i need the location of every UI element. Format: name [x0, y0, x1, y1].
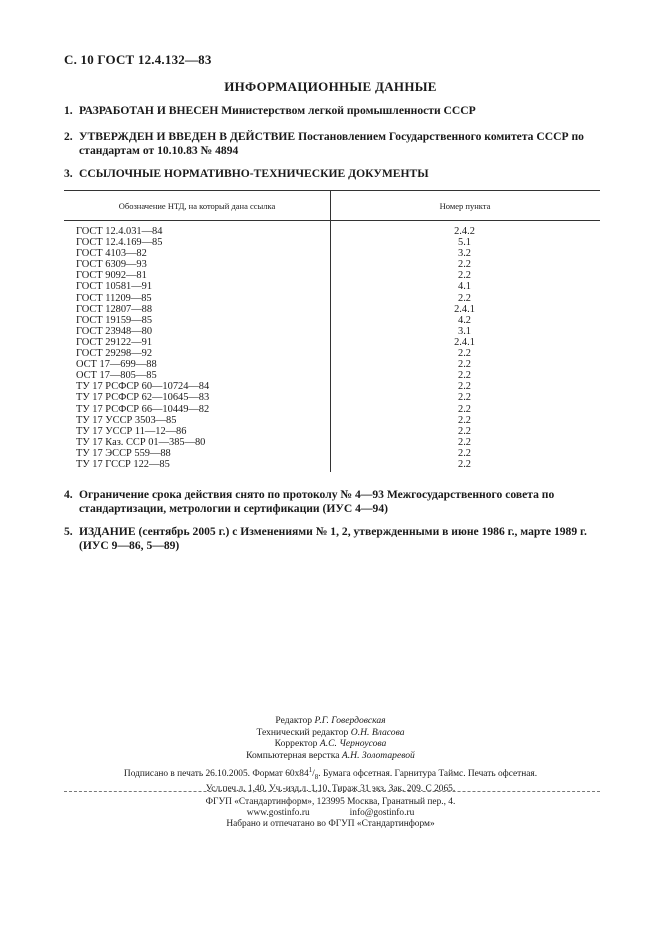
credit-role: Технический редактор [256, 726, 349, 738]
table-row [76, 459, 596, 470]
print-details: Подписано в печать 26.10.2005. Формат 60х84 [123, 769, 309, 780]
ntd-designation: ТУ 17 РСФСР 66—10449—82 [76, 403, 210, 415]
table-row [76, 437, 596, 448]
table-row [76, 426, 596, 437]
ntd-designation: ТУ 17 РСФСР 62—10645—83 [76, 392, 210, 404]
credit-role: Компьютерная верстка [246, 749, 340, 761]
ntd-designation: ТУ 17 УССР 11—12—86 [76, 425, 187, 437]
format-slash: / [312, 769, 315, 780]
table-row [76, 326, 596, 337]
ntd-designation: ТУ 17 УССР 3503—85 [76, 414, 177, 426]
printed-by: Набрано и отпечатано во ФГУП «Стандартинформ» [226, 819, 435, 829]
section-5-text: (сентябрь 2005 г.) с Изменениями № 1, 2, утвержденными в июне 1986 г., марте 1989 г. (ИУС 9—86, 5—89) [79, 525, 587, 552]
table-row [76, 370, 596, 381]
publisher-contacts [0, 808, 661, 819]
clause-number: 2.4.1 [454, 303, 475, 315]
clause-number: 2.2 [458, 381, 471, 393]
reference-table-body [76, 226, 596, 470]
format-sub: 8 [314, 773, 319, 781]
clause-number: 2.2 [458, 370, 471, 382]
table-row [76, 392, 596, 403]
ntd-designation: ГОСТ 6309—93 [76, 259, 147, 271]
publisher-footer [0, 797, 661, 830]
website-link[interactable]: www.gostinfo.ru [246, 808, 310, 818]
table-row [76, 359, 596, 370]
credit-corrector [0, 738, 661, 750]
ntd-designation: ГОСТ 10581—91 [76, 281, 153, 293]
table-row [76, 337, 596, 348]
section-4-number: 4. [64, 488, 73, 501]
page-header: С. 10 ГОСТ 12.4.132—83 [64, 52, 212, 67]
credit-layout [0, 750, 661, 762]
clause-number: 5.1 [458, 237, 471, 249]
credits-block [0, 715, 661, 761]
clause-number: 2.4.2 [454, 226, 475, 237]
email-link[interactable]: info@gostinfo.ru [349, 808, 415, 818]
credit-tech-editor [0, 727, 661, 739]
table-row [76, 281, 596, 292]
clause-number: 3.1 [458, 325, 471, 337]
credit-name: А.С. Черноусова [319, 738, 387, 749]
ntd-designation: ГОСТ 12807—88 [76, 303, 153, 315]
ntd-designation: ГОСТ 12.4.031—84 [76, 226, 163, 237]
clause-number: 2.2 [458, 458, 471, 470]
credit-editor [0, 715, 661, 727]
section-2-heading: УТВЕРЖДЕН И ВВЕДЕН В ДЕЙСТВИЕ [79, 130, 296, 143]
ntd-designation: ТУ 17 Каз. ССР 01—385—80 [76, 436, 206, 448]
clause-number: 2.2 [458, 259, 471, 271]
table-row [76, 226, 596, 237]
table-row [76, 304, 596, 315]
clause-number: 2.4.1 [454, 336, 475, 348]
clause-number: 2.2 [458, 270, 471, 282]
clause-number: 2.2 [458, 414, 471, 426]
clause-number: 2.2 [458, 403, 471, 415]
ntd-designation: ГОСТ 23948—80 [76, 325, 153, 337]
credit-name: А.Н. Золотаревой [341, 749, 415, 761]
ntd-designation: ГОСТ 19159—85 [76, 314, 153, 326]
table-row [76, 315, 596, 326]
print-details-rest: . Бумага офсетная. Гарнитура Таймс. Печать офсетная. [318, 769, 538, 780]
table-row [76, 259, 596, 270]
clause-number: 4.1 [458, 281, 471, 293]
section-5-heading: ИЗДАНИЕ [79, 525, 136, 538]
table-header-clause: Номер пункта [439, 201, 491, 211]
publisher-address: ФГУП «Стандартинформ», 123995 Москва, Гранатный пер., 4. [205, 797, 456, 807]
footer-separator [64, 791, 600, 792]
clause-number: 2.2 [458, 436, 471, 448]
section-4-text: Ограничение срока действия снято по протоколу № 4—93 Межгосударственного совета по стандартизации, метрологии и сертификации (ИУС 4—94) [79, 488, 555, 515]
table-row [76, 381, 596, 392]
ntd-designation: ОСТ 17—805—85 [76, 370, 157, 382]
ntd-designation: ТУ 17 РСФСР 60—10724—84 [76, 381, 210, 393]
section-5-number: 5. [64, 525, 73, 538]
clause-number: 2.2 [458, 447, 471, 459]
ntd-designation: ГОСТ 4103—82 [76, 248, 147, 260]
ntd-designation: ТУ 17 ГССР 122—85 [76, 458, 170, 470]
clause-number: 2.2 [458, 425, 471, 437]
table-row [76, 270, 596, 281]
table-row [76, 237, 596, 248]
ntd-designation: ОСТ 17—699—88 [76, 359, 157, 371]
table-header-rule [64, 220, 600, 221]
clause-number: 3.2 [458, 248, 471, 260]
clause-number: 2.2 [458, 392, 471, 404]
credit-role: Корректор [274, 738, 318, 749]
table-row [76, 404, 596, 415]
section-2 [64, 130, 604, 158]
credit-name: О.Н. Власова [350, 726, 405, 738]
ntd-designation: ГОСТ 9092—81 [76, 270, 147, 282]
clause-number: 2.2 [458, 359, 471, 371]
section-2-number: 2. [64, 130, 73, 143]
section-3-heading: ССЫЛОЧНЫЕ НОРМАТИВНО-ТЕХНИЧЕСКИЕ ДОКУМЕНТЫ [79, 167, 429, 180]
table-row [76, 348, 596, 359]
clause-number: 2.2 [458, 292, 471, 304]
document-title: ИНФОРМАЦИОННЫЕ ДАННЫЕ [224, 79, 437, 94]
table-top-rule [64, 190, 600, 191]
table-row [76, 248, 596, 259]
section-1 [64, 104, 604, 118]
section-1-number: 1. [64, 104, 73, 117]
table-row [76, 293, 596, 304]
table-row [76, 448, 596, 459]
section-4 [64, 488, 604, 516]
section-5 [64, 525, 604, 553]
section-3-number: 3. [64, 167, 73, 180]
section-1-heading: РАЗРАБОТАН И ВНЕСЕН [79, 104, 219, 117]
clause-number: 4.2 [458, 314, 471, 326]
section-1-text: Министерством легкой промышленности СССР [218, 104, 476, 117]
section-3 [64, 167, 604, 181]
ntd-designation: ГОСТ 12.4.169—85 [76, 237, 163, 249]
publication-info-line-2: Усл.печ.л. 1,40. Уч.-изд.л. 1,10. Тираж 31 экз. Зак. 209. С 2065. [205, 784, 456, 794]
ntd-designation: ГОСТ 11209—85 [76, 292, 152, 304]
publication-info-line-1 [0, 764, 661, 783]
table-row [76, 415, 596, 426]
credit-name: Р.Г. Говердовская [314, 715, 386, 726]
ntd-designation: ГОСТ 29122—91 [76, 336, 153, 348]
section-2-text: Постановлением Государственного комитета СССР по стандартам от 10.10.83 № 4894 [79, 130, 584, 157]
ntd-designation: ТУ 17 ЭССР 559—88 [76, 447, 171, 459]
table-header-designation: Обозначение НТД, на который дана ссылка [118, 201, 276, 211]
ntd-designation: ГОСТ 29298—92 [76, 348, 153, 360]
clause-number: 2.2 [458, 348, 471, 360]
credit-role: Редактор [275, 715, 313, 726]
format-sup: 1 [308, 766, 313, 774]
